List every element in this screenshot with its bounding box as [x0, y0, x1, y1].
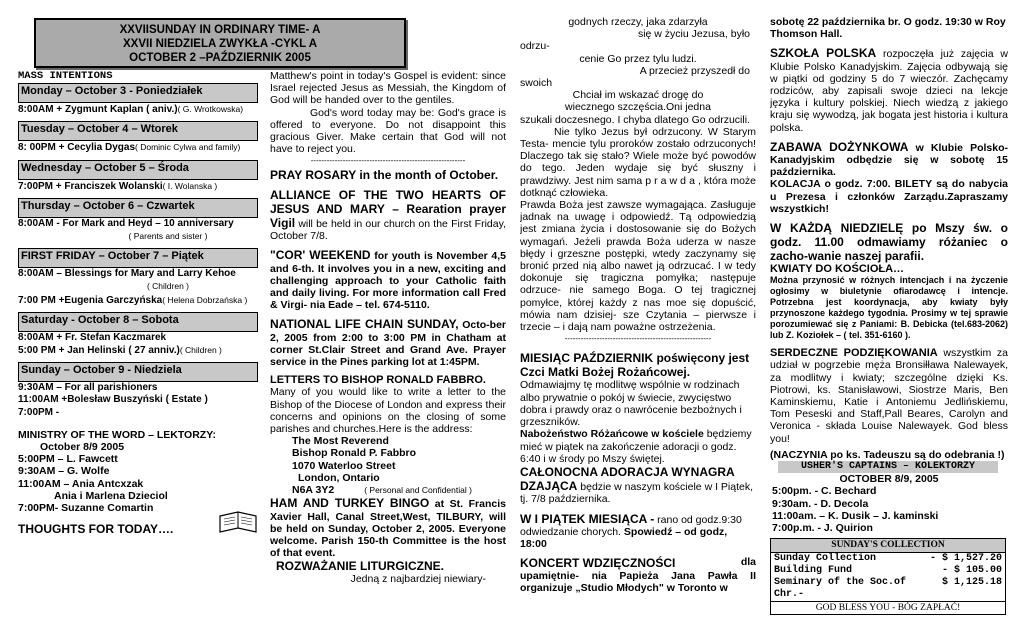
collection-title: SUNDAY'S COLLECTION — [771, 539, 1005, 552]
alliance-body: will be held in our church on the First Friday, October 7/8. — [270, 218, 506, 243]
day-heading: Sunday – October 9 - Niedziela — [18, 362, 258, 382]
adoration-body: będzie w naszym kościele w I Piątek, tj. 7/8 października. — [520, 481, 753, 506]
english-news-column — [270, 0, 506, 622]
liturgy-body-2: Nie tylko Jezus był odrzucony. W Starym Testa- mencie tylu proroków zostało odrzuconych! Dlaczego tak się stało? Wiele może być powodów do tego. Jeden wydaje się być słuszny i prawdziwy. Jest nim sama p r a w d a , która może dotknąć człowieka. — [520, 125, 756, 199]
adoration-heading: CAŁONOCNA ADORACJA WYNAGRA DZAJĄCA — [520, 464, 735, 494]
intention-note: ( Children ) — [146, 281, 190, 292]
first-friday-heading: W I PIĄTEK MIESIĄCA - — [520, 511, 655, 526]
ushers-date: OCTOBER 8/9, 2005 — [839, 473, 939, 486]
thanks-body: wszystkim za udział w pogrzebie męża Bronsiłława Nalewayek, za modlitwy i kwiaty; szczególne dzięki Ks. Piotrowi, ks. Stanisławowi, Siostrze Maris, Ben Kaminskiemu, Katie i Antoniemu Jedlińskiemu, Tom Peseski and Staff,Pall Beares, Carolyn and Veronica - składa Louise Nalewayek. God bless you! — [770, 347, 1008, 445]
polish-school-body: rozpoczęła już zajęcia w Klubie Polsko Kanadyjskim. Zajęcia odbywają się w piątki od godziny 5 do 7 wieczór. Zachęcamy rodziców, aby zapisali swoje dzieci na lekcje języka i kultury polskiej. Niech wiedzą z jakiego kraju się wywodzą, jak bogata jest historia i kultura polska. — [770, 48, 1008, 134]
liturgy-heading: ROZWAŻANIE LITURGICZNE. — [276, 559, 444, 574]
intention-text: 7:00PM - — [18, 406, 60, 418]
intention-text: 7:00PM + Franciszek Wolanski — [18, 180, 163, 192]
lector-entry: 7:00PM- Suzanne Comartin — [18, 502, 154, 515]
ushers-list — [770, 485, 1008, 534]
mass-intentions-column — [18, 0, 258, 622]
mass-intention — [18, 141, 258, 154]
collection-value: - $ 105.00 — [941, 564, 1002, 576]
intention-text: 11:00AM +Bolesław Buszyński ( Estate ) — [18, 394, 208, 406]
mass-intention — [18, 180, 258, 193]
address-line: 1070 Waterloo Street — [292, 459, 396, 472]
usher-entry: 11:00am. – K. Dusik – J. kaminski — [772, 509, 939, 522]
book-icon — [218, 510, 258, 534]
mass-days — [18, 83, 258, 423]
postal-code: N6A 3Y2 — [292, 484, 335, 497]
ministry-list — [18, 453, 258, 514]
usher-entry: 7:00p.m. - J. Quirion — [772, 522, 873, 535]
separator: ---------------------------------------------------------- — [310, 156, 466, 166]
address-line: Bishop Ronald P. Fabbro — [292, 447, 417, 460]
intention-text: 9:30AM – For all parishioners — [18, 382, 158, 394]
lector-entry: 9:30AM – G. Wolfe — [18, 465, 110, 478]
harvest-heading: ZABAWA DOŻYNKOWA — [770, 139, 909, 154]
alliance-heading: ALLIANCE OF THE TWO HEARTS OF JESUS AND MARY – Rearation prayer Vigil — [270, 187, 506, 231]
collection-row — [771, 565, 1005, 577]
poem-line: wiecznego szczęścia.Oni jedna — [565, 101, 711, 114]
intention-text: 7:00 PM +Eugenia Garczyńska — [18, 294, 163, 306]
intention-note: ( I. Wolanska ) — [162, 180, 218, 191]
collection-box — [770, 538, 1006, 614]
liturgy-poem — [520, 16, 756, 114]
header-line-1: XXVIISUNDAY IN ORDINARY TIME- A — [119, 24, 321, 36]
poem-line: cenie Go przez tylu ludzi. — [579, 52, 697, 65]
mass-intention — [18, 332, 258, 344]
life-chain-heading: NATIONAL LIFE CHAIN SUNDAY, — [270, 317, 459, 332]
poem-line: Chciał im wskazać drogę do — [572, 89, 704, 102]
letters-heading: LETTERS TO BISHOP RONALD FABBRO. — [270, 374, 486, 387]
day-heading: Saturday - October 8 – Sobota — [18, 312, 258, 332]
usher-entry: 5:00pm. - C. Bechard — [772, 485, 877, 498]
lector-entry: 5:00PM – L. Fawcett — [18, 453, 118, 466]
collection-footer: GOD BLESS YOU - BÓG ZAPŁAĆ! — [771, 601, 1005, 614]
intention-note: ( Helena Dobrzańska ) — [162, 294, 248, 305]
collection-label: Building Fund — [774, 564, 853, 576]
first-friday-body: rano od godz.9:30 odwiedzanie chorych. — [520, 513, 742, 538]
collection-label: Sunday Collection — [774, 552, 877, 564]
intention-note: ( G. Wrotkowska) — [177, 104, 244, 115]
mass-intention — [18, 407, 258, 419]
collection-row — [771, 553, 1005, 565]
polish-column — [520, 0, 756, 622]
intention-note: ( Parents and sister ) — [128, 231, 208, 242]
separator-2: ------------------------------------------------------- — [564, 334, 712, 344]
header-line-3: OCTOBER 2 –PAŹDZIERNIK 2005 — [129, 52, 311, 64]
mass-intention — [18, 394, 258, 406]
flowers-body: Można przynosić w różnych intencjach i na życzenie ogłosimy w biuletynie ofiarodawcę i intencje. Potrzebna jest koordynacja, aby kwiaty były przynoszone każdego tygodnia. Prosimy w tej sprawie porozumiewać się z Paniami: B. Debicka (tel.683-2062) lub Z. Koziołek – ( tel. 351-6160 ). — [770, 275, 1008, 341]
rosary-heading: PRAY ROSARY in the month of October. — [270, 167, 499, 182]
address-line: The Most Reverend — [292, 435, 389, 448]
nabozenstwo-heading: Nabożeństwo Różańcowe w kościele — [520, 428, 704, 441]
concert-date: sobotę 22 października br. O godz. 19:30 w Roy Thomson Hall. — [770, 16, 1006, 41]
day-heading: Thursday – October 6 – Czwartek — [18, 198, 258, 218]
usher-entry: 9:30am. - D. Decola — [772, 497, 869, 510]
day-heading: FIRST FRIDAY – October 7 – Piątek — [18, 248, 258, 268]
thanks-heading: SERDECZNE PODZIĘKOWANIA — [770, 347, 938, 360]
intention-text: 8:00AM + Fr. Stefan Kaczmarek — [18, 331, 167, 343]
address-line: London, Ontario — [298, 471, 380, 484]
life-chain-body: Octo-ber 2, 2005 from 2:00 to 3:00 PM in Chatham at corner St.Clair Street and Grand Ave. Prayer service in the Pines parking lot at 1:45PM. — [270, 319, 506, 369]
mass-intention — [18, 344, 258, 357]
intention-text: 8:00AM + Zygmunt Kaplan ( aniv.) — [18, 104, 178, 116]
cor-body: for youth is November 4,5 and 6-th. It involves you in a new, exciting and challenging approach to your Catholic faith and daily living. For more information call Fred & Virgi- nia Eade – tel. 674-5110. — [270, 250, 506, 312]
intention-note: ( Children ) — [179, 345, 222, 356]
dishes-notice: (NACZYNIA po ks. Tadeuszu są do odebrania !) — [770, 448, 1005, 461]
intention-note: ( Dominic Cylwa and family) — [135, 142, 241, 153]
gospel-text: Matthew's point in today's Gospel is evident: since Israel rejected Jesus as Messiah, the Kingdom of God will be handed over to the gentiles. — [270, 70, 506, 107]
intention-text: 8: 00PM + Cecylia Dygas — [18, 142, 136, 154]
day-heading: Monday – October 3 - Poniedziałek — [18, 83, 258, 103]
concert-dla: dla — [740, 556, 756, 569]
postal-note: ( Personal and Confidential ) — [364, 485, 472, 496]
header-line-2: XXVII NIEDZIELA ZWYKŁA -CYKL A — [122, 38, 317, 50]
october-heading: MIESIĄC PAŹDZIERNIK poświęcony jest — [520, 351, 750, 366]
collection-row — [771, 577, 1005, 601]
concert-heading: KONCERT WDZIĘCZNOŚCI — [520, 556, 676, 571]
intention-text: 8:00AM – Blessings for Mary and Larry Kehoe — [18, 268, 236, 280]
mass-intention — [18, 280, 258, 293]
bingo-heading: HAM AND TURKEY BINGO — [270, 496, 430, 511]
collection-value: - $ 1,527.20 — [929, 552, 1002, 564]
intention-text: 5:00 PM + Jan Helinski ( 27 anniv.) — [18, 345, 180, 357]
polish-news-column — [770, 0, 1008, 622]
nabozenstwo-body: będziemy mieć w piątek na zakończenie adoracji o godz. 6:40 i w środy po Mszy świętej. — [520, 428, 752, 465]
mass-intention — [18, 230, 258, 243]
polish-school-heading: SZKOŁA POLSKA — [770, 46, 877, 61]
mass-intention — [18, 268, 258, 280]
collection-label: Seminary of the Soc.of Chr.- — [774, 576, 907, 600]
mass-intention — [18, 218, 258, 230]
sunday-rosary: W KAŻDĄ NIEDZIELĘ po Mszy św. o godz. 11.00 odmawiamy różaniec o zacho-wanie naszej parafii. — [770, 221, 1008, 264]
collection-value: $ 1,125.18 — [942, 576, 1003, 588]
concert-body: upamiętnie- nia Papieża Jana Pawła II organizuje „Studio Młodych" w Toronto w — [520, 570, 756, 595]
mass-intention — [18, 382, 258, 394]
gospel-text-2: God's word today may be: God's grace is offered to everyone. Do not disappoint this gracious Giver. Make certain that God will not have to reject you. — [270, 106, 506, 156]
lector-entry: 11:00AM – Ania Antcxzak — [18, 477, 144, 490]
mass-intention — [18, 294, 258, 307]
day-heading: Tuesday – October 4 – Wtorek — [18, 121, 258, 141]
liturgy-body-3: Prawda Boża jest zawsze wymagająca. Zasługuje jadnak na uwagę i odpowiedź. Tą odpowiedzią jest zmiana życia i dostosowanie się do Bożych wymagań. Jeżeli prawda Boża uderza w nasze błędy i grzeszne postępki, wtedy zaczynamy się bronić przed nią albo nawet ją odrzucać. I w tedy dokonuje się tragiczna pomyłka; następuje odrzuce- nie samego Boga. O tej tragicznej pomyłce, której każdy z nas moe się dopuścić, mówia nam dzisiej- sze Czytania – pierwsze i trzecie – i dają nam poważne ostrzeżenia. — [520, 199, 756, 334]
poem-line: się w życiu Jezusa, było — [637, 28, 750, 41]
poem-line: godnych rzeczy, jaka zdarzyła — [568, 16, 708, 28]
rosary-body: Odmawiajmy tę modlitwę wspólnie w rodzinach albo prywatnie o pokój w świecie, zwycięstwo dobra i prawdy oraz o nawrócenie bezbożnych i grzeszników. — [520, 379, 742, 429]
bishop-address — [270, 435, 506, 484]
bingo-body: at St. Francis Xavier Hall, Canal Street,West, TILBURY, will be held on Sunday, October 2, 2005. Everyone welcome. Parish 150-th Committee is the host of that event. — [270, 498, 506, 560]
ministry-date: October 8/9 2005 — [40, 441, 125, 454]
dinner-info: KOLACJA o godz. 7:00. BILETY są do nabycia u Prezesa i członków Zarządu.Zapraszamy wszystkich! — [770, 178, 1008, 215]
day-heading: Wednesday – October 5 – Środa — [18, 160, 258, 180]
ministry-title: MINISTRY OF THE WORD – LEKTORZY: — [18, 428, 216, 441]
mass-intention — [18, 103, 258, 116]
poem-line: A przecież przyszedł do — [639, 64, 750, 77]
confession-time: Spowiedź – od godz, 18:00 — [520, 525, 728, 550]
poem-line: odrzu- — [520, 40, 550, 53]
liturgy-body-1: szukali doczesnego. I chyba dlatego Go odrzucili. — [520, 113, 750, 126]
letters-body: Many of you would like to write a letter to the Bishop of the Diocese of London and express their concerns and opinions on the closing of some parishes and churches.Here is the address: — [270, 386, 506, 436]
rosary-mary-heading: Czci Matki Bożej Rożańcowej. — [520, 365, 691, 380]
lector-entry: Ania i Marlena Dzieciol — [54, 489, 168, 502]
ushers-heading: USHER'S CAPTAINS – KOLEKTORZY — [778, 461, 998, 473]
mass-intentions-title: MASS INTENTIONS — [18, 70, 113, 82]
cor-heading: "COR' WEEKEND — [270, 248, 371, 263]
thoughts-heading: THOUGHTS FOR TODAY…. — [18, 522, 174, 537]
poem-line: swoich — [520, 77, 553, 90]
harvest-body: w Klubie Polsko-Kanadyjskim odbędzie się w sobotę 15 października. — [770, 141, 1008, 179]
intention-text: 8:00AM - For Mark and Heyd – 10 anniversary — [18, 217, 234, 229]
liturgy-start: Jedną z najbardziej niewiary- — [350, 573, 486, 586]
flowers-heading: KWIATY DO KOŚCIOŁA… — [770, 263, 905, 276]
